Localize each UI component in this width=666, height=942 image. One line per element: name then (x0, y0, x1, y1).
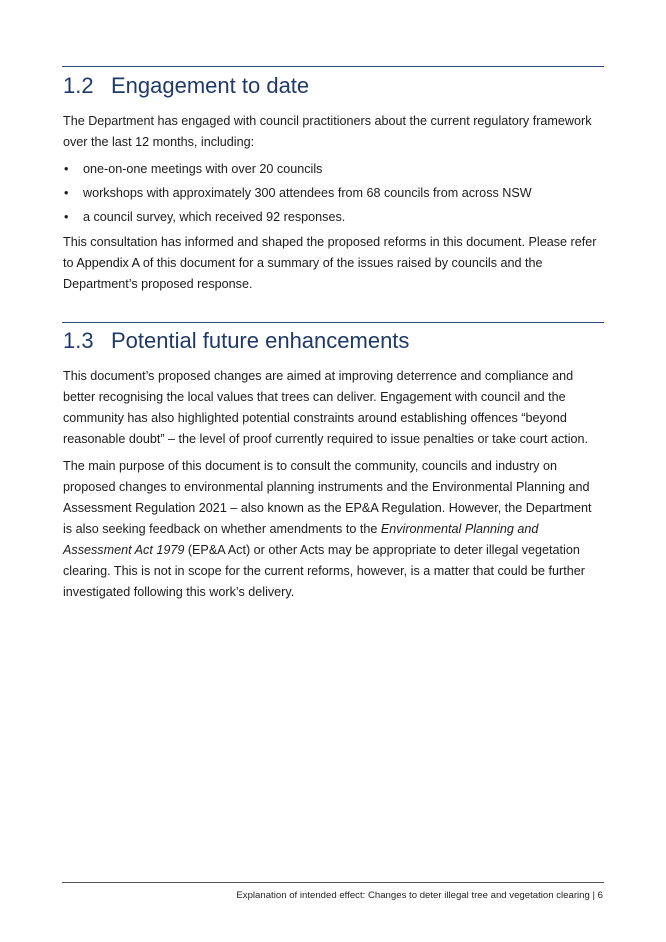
list-item-text: one-on-one meetings with over 20 councils (83, 162, 323, 176)
section-title: Engagement to date (111, 73, 310, 98)
list-item (63, 207, 603, 228)
section-number: 1.3 (63, 328, 94, 353)
body-paragraph (63, 456, 603, 603)
section-future-enhancements (63, 328, 603, 609)
section-engagement-to-date (63, 73, 603, 301)
paragraph-text-end: (EP&A Act) or other Acts may be appropriate to deter illegal vegetation clearing. This is not in scope for the current reforms, however, is a matter that could be further investigated following this work’s delivery. (63, 543, 585, 599)
closing-paragraph (63, 232, 603, 295)
footer-divider (62, 882, 604, 883)
bullet-icon: • (64, 210, 69, 224)
section-divider (62, 322, 604, 323)
list-item-text: a council survey, which received 92 responses. (83, 210, 346, 224)
paragraph-text-start: The main purpose of this document is to consult the community, councils and industry on proposed changes to environmental planning instruments and the Environmental Planning and Assessment Regulation 2021 – also known as the EP&A Regulation. However, the Department is also seeking feedback on whether amendments to the (63, 459, 592, 536)
list-item (63, 159, 603, 180)
section-heading (63, 328, 603, 354)
section-number: 1.2 (63, 73, 94, 98)
bullet-icon: • (64, 186, 69, 200)
closing-text-end: of this document for a summary of the issues raised by councils and the Department’s proposed response. (63, 256, 543, 291)
appendix-a-link[interactable]: Appendix A (76, 256, 140, 270)
act-title: Environmental Planning and Assessment Act 1979 (63, 522, 539, 557)
section-divider (62, 66, 604, 67)
page-footer: Explanation of intended effect: Changes to deter illegal tree and vegetation clearing | 6 (236, 890, 603, 901)
list-item (63, 183, 603, 204)
intro-paragraph: The Department has engaged with council practitioners about the current regulatory framework over the last 12 months, including: (63, 114, 592, 149)
section-heading (63, 73, 603, 99)
engagement-list (63, 159, 603, 228)
body-paragraph: This document’s proposed changes are aimed at improving deterrence and compliance and better recognising the local values that trees can deliver. Engagement with council and the community has also highlighted potential constraints around establishing offences “beyond reasonable doubt” – the level of proof currently required to issue penalties or take court action. (63, 369, 589, 446)
closing-text-start: This consultation has informed and shaped the proposed reforms in this document. Please refer to (63, 235, 597, 270)
bullet-icon: • (64, 162, 69, 176)
list-item-text: workshops with approximately 300 attendees from 68 councils from across NSW (83, 186, 532, 200)
section-title: Potential future enhancements (111, 328, 410, 353)
